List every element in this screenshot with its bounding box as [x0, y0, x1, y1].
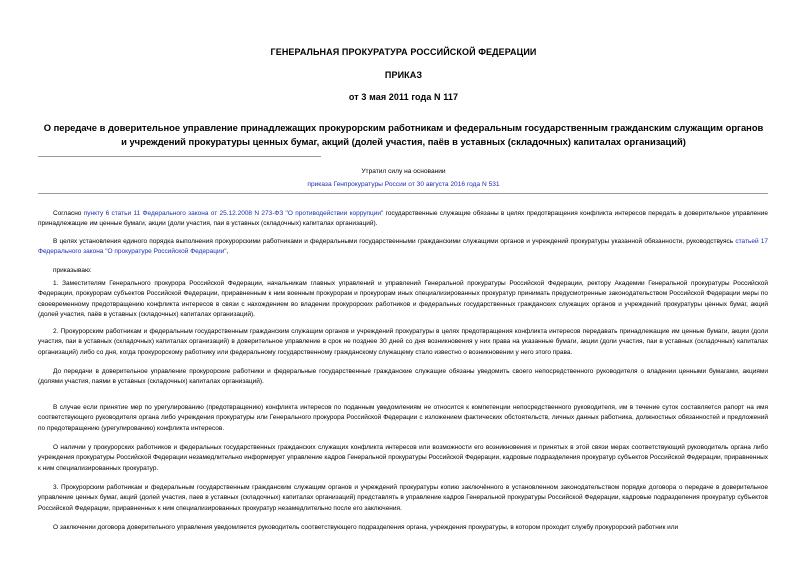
paragraph-item-1: 1. Заместителям Генерального прокурора Российской Федерации, начальникам главных управлений и управлений Генеральной прокуратуры Российской Федерации, ректору Академии Генеральной прокуратуры Российской Федерации, прокурорам субъектов Российской Федерации, приравненным к ним военным прокурорам и прокурорам иных специализированных прокуратур принимать предусмотренные законодательством Российской Федерации меры по своевременному предотвращению конфликта интересов в связи с нахождением во владении прокурорских работников и федеральных государственных гражданских служащих органов и учреждений прокуратуры ценных бумаг, акций (долей участия, паёв в уставных (складочных) капиталах организаций). [38, 280, 768, 319]
paragraph-contract-notice: О заключении договора доверительного управления уведомляется руководитель соответствующего подразделения органа, учреждения прокуратуры, в котором проходит службу прокурорский работник или [53, 524, 679, 531]
paragraph-1 [38, 209, 768, 230]
document-type: ПРИКАЗ [384, 70, 423, 80]
full-divider [38, 193, 768, 194]
repeal-order-link[interactable]: приказа Генпрокуратуры России от 30 августа 2016 года N 531 [307, 181, 500, 188]
paragraph-2-pre: В целях установления единого порядка выполнения прокурорскими работниками и федеральными государственными гражданскими служащими органов и учреждений прокуратуры указанной обязанности, руководствуясь [53, 238, 736, 245]
paragraph-conflict-info: О наличии у прокурорских работников и федеральных государственных гражданских служащих конфликта интересов или возможности его возникновения и принятых в этой связи мерах соответствующий руководитель органа либо учреждения прокуратуры Российской Федерации незамедлительно информирует управление кадров Генеральной прокуратуры Российской Федерации, кадровые подразделения прокуратур субъектов Российской Федерации, приравненных к ним специализированных прокуратур. [38, 444, 768, 472]
paragraph-1-pre: Согласно [53, 210, 84, 217]
paragraph-item-3: 3. Прокурорским работникам и федеральным государственным гражданским служащим органов и учреждений прокуратуры копию заключённого в установленном законодательством порядке договора о передаче в доверительное управление ценных бумаг, акций (долей участия, паев в уставных (складочных) капиталах организаций) представлять в управление кадров Генеральной прокуратуры Российской Федерации, кадровые подразделения прокуратур субъектов Российской Федерации, приравненных к ним специализированных прокуратур незамедлительно после его заключения. [38, 484, 768, 512]
document-title: О передаче в доверительное управление принадлежащих прокурорским работникам и федеральным государственным гражданским служащим органов и учреждений прокуратуры ценных бумаг, акций (долей участия, паёв в уставных (складочных) капиталах организаций) [43, 122, 764, 147]
document-date-number: от 3 мая 2011 года N 117 [348, 92, 459, 102]
status-note-line [0, 180, 807, 190]
paragraph-item-2: 2. Прокурорским работникам и федеральным государственным гражданским служащим органов и учреждений прокуратуры в целях предотвращения конфликта интересов передавать принадлежащие им ценные бумаги, акции (доли участия, паи в уставных (складочных) капиталах организаций) в доверительное управление в срок не позднее 30 дней со дня возникновения у них права на указанные бумаги, акции (доли участия, паи в уставных (складочных) капиталах организаций) либо со дня, когда прокурорскому работнику или федеральному государственному гражданскому служащему стало известно о возникновении у него этого права. [38, 328, 768, 356]
order-clause: приказываю: [53, 267, 92, 274]
paragraph-notification: До передачи в доверительное управление прокурорские работники и федеральные государственные гражданские служащие обязаны уведомить своего непосредственного руководителя о владении ценными бумагами, акциями (долями участия, паями в уставных (складочных) капиталах организаций). [38, 368, 768, 386]
status-note-text: Утратил силу на основании [361, 168, 446, 175]
paragraph-conflict-report: В случае если принятие мер по урегулированию (предотвращению) конфликта интересов по поданным уведомлениям не относится к компетенции непосредственного руководителя, им в течение суток составляется рапорт на имя соответствующего руководителя органа либо учреждения прокуратуры или Генерального прокурора Российской Федерации с изложением фактических обстоятельств, личных данных работника, должностных обязанностей и предложений по предотвращению (урегулированию) конфликта интересов. [38, 404, 768, 432]
short-divider [38, 156, 321, 157]
paragraph-2 [38, 237, 768, 258]
paragraph-2-post: , [226, 248, 229, 256]
prosecutor-law-article-17-link[interactable]: статьей 17 Федерального закона "О прокуратуре Российской Федерации" [38, 238, 769, 256]
paragraph-1-post: государственные служащие обязаны в целях предотвращения конфликта интересов передать в доверительное управление принадлежащие им ценные бумаги, акции (доли участия, паи в уставных (складочных) капиталах организаций). [38, 210, 768, 228]
issuing-authority: ГЕНЕРАЛЬНАЯ ПРОКУРАТУРА РОССИЙСКОЙ ФЕДЕРАЦИИ [270, 47, 537, 57]
law-273-link[interactable]: пункту 6 статьи 11 Федерального закона от 25.12.2008 N 273-ФЗ "О противодействии коррупции" [83, 210, 384, 217]
